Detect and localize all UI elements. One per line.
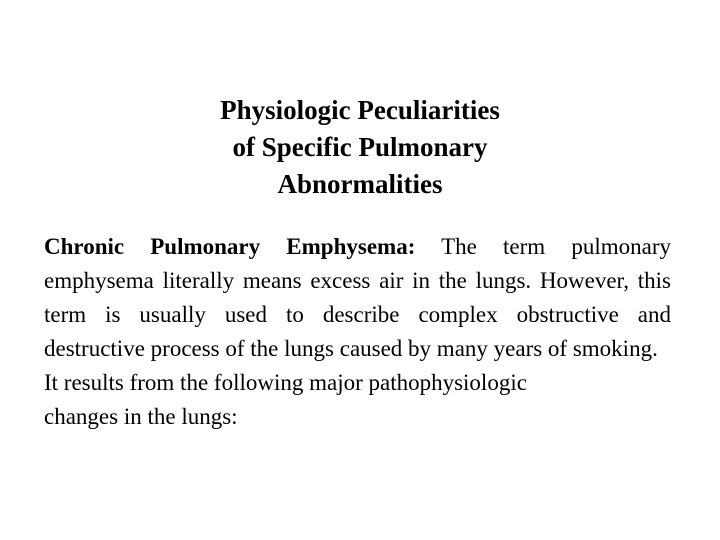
changes-line-2: changes in the lungs:: [44, 404, 238, 429]
emphysema-paragraph: [44, 230, 671, 366]
emphysema-definition: The term pulmonary emphysema literally means excess air in the lungs. However, this term is usually used to describe complex obstructive and destructive process of the lungs caused by many years of smoking.: [44, 234, 672, 361]
title-line-2: of Specific Pulmonary: [232, 132, 488, 162]
emphysema-term: Chronic Pulmonary Emphysema:: [44, 234, 416, 259]
slide-title: [0, 92, 720, 203]
changes-paragraph: [44, 366, 671, 434]
changes-line-1: It results from the following major pathophysiologic: [44, 370, 527, 395]
title-line-3: Abnormalities: [277, 169, 443, 199]
slide-body: [44, 230, 671, 434]
title-line-1: Physiologic Peculiarities: [220, 95, 500, 125]
